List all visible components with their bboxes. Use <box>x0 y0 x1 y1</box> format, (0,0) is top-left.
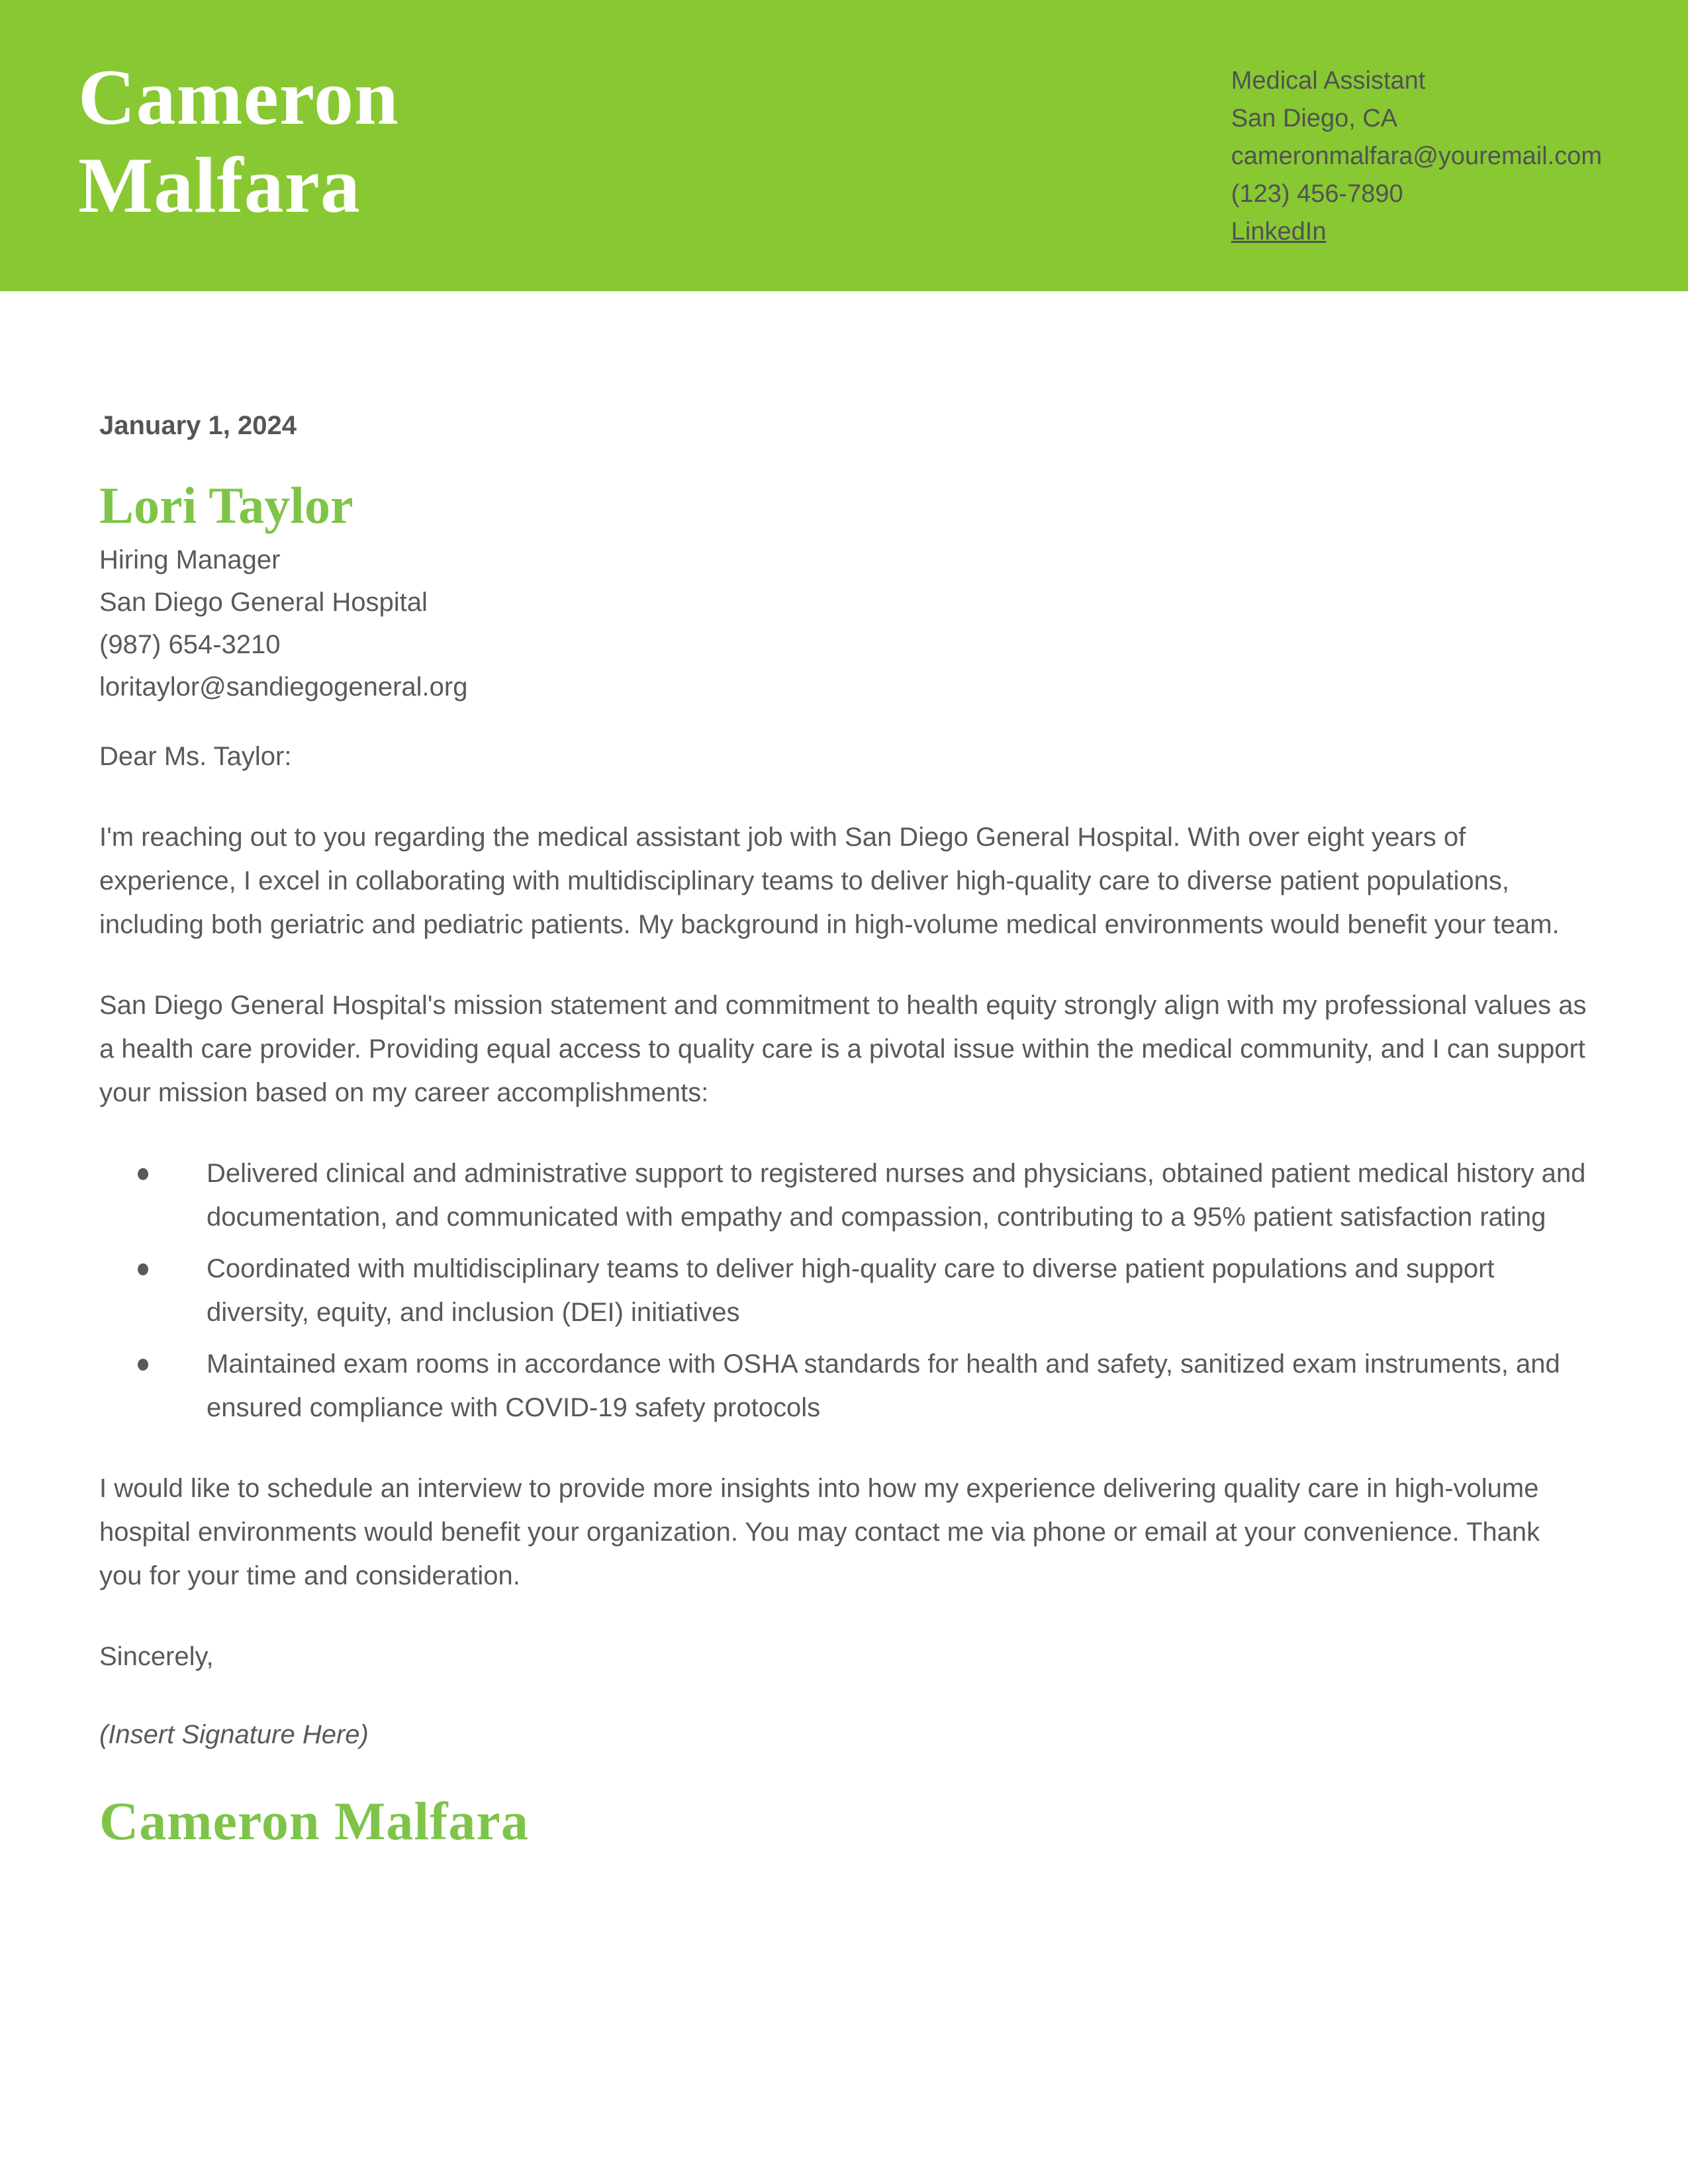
salutation: Dear Ms. Taylor: <box>99 742 292 771</box>
list-item <box>99 1342 1589 1430</box>
signoff: Sincerely, <box>99 1642 214 1671</box>
contact-location: San Diego, CA <box>1231 105 1398 132</box>
recipient-block <box>99 539 1589 708</box>
signature-name: Cameron Malfara <box>99 1791 529 1851</box>
recipient-email: loritaylor@sandiegogeneral.org <box>99 672 468 702</box>
contact-phone: (123) 456-7890 <box>1231 180 1403 208</box>
paragraph-closing: I would like to schedule an interview to provide more insights into how my experience delivering quality care in high-volume hospital environments would benefit your organization. You may contact me via phone or email at your convenience. Thank you for your time and consideration. <box>99 1474 1540 1590</box>
recipient-phone: (987) 654-3210 <box>99 630 281 659</box>
applicant-name <box>78 53 399 229</box>
contact-job-title: Medical Assistant <box>1231 67 1426 95</box>
applicant-last-name: Malfara <box>78 141 361 229</box>
recipient-name: Lori Taylor <box>99 477 353 534</box>
accomplishments-list <box>99 1152 1589 1430</box>
list-item-text: Maintained exam rooms in accordance with OSHA standards for health and safety, sanitized exam instruments, and ensured compliance with COVID-19 safety protocols <box>207 1349 1560 1422</box>
bullet-dot-icon <box>138 1359 148 1371</box>
paragraph-intro: I'm reaching out to you regarding the medical assistant job with San Diego General Hospital. With over eight years of experience, I excel in collaborating with multidisciplinary teams to deliver high-quality care to diverse patient populations, including both geriatric and pediatric patients. My background in high-volume medical environments would benefit your team. <box>99 823 1560 939</box>
linkedin-link[interactable]: LinkedIn <box>1231 218 1327 246</box>
recipient-company: San Diego General Hospital <box>99 588 428 617</box>
letter-body <box>0 410 1688 1852</box>
list-item <box>99 1152 1589 1239</box>
contact-block <box>1231 53 1602 251</box>
list-item-text: Delivered clinical and administrative support to registered nurses and physicians, obtained patient medical history and documentation, and communicated with empathy and compassion, contributing to a 95% patient satisfaction rating <box>207 1159 1586 1232</box>
signature-placeholder: (Insert Signature Here) <box>99 1720 369 1749</box>
paragraph-mission: San Diego General Hospital's mission statement and commitment to health equity strongly align with my professional values as a health care provider. Providing equal access to quality care is a pivotal issue within the medical community, and I can support your mission based on my career accomplishments: <box>99 991 1587 1107</box>
applicant-first-name: Cameron <box>78 53 399 141</box>
bullet-dot-icon <box>138 1263 148 1275</box>
header-band <box>0 0 1688 291</box>
list-item-text: Coordinated with multidisciplinary teams to deliver high-quality care to diverse patient populations and support diversity, equity, and inclusion (DEI) initiatives <box>207 1254 1495 1327</box>
recipient-title: Hiring Manager <box>99 545 281 574</box>
list-item <box>99 1247 1589 1334</box>
bullet-dot-icon <box>138 1168 148 1180</box>
contact-email: cameronmalfara@youremail.com <box>1231 142 1602 170</box>
letter-date: January 1, 2024 <box>99 411 297 440</box>
